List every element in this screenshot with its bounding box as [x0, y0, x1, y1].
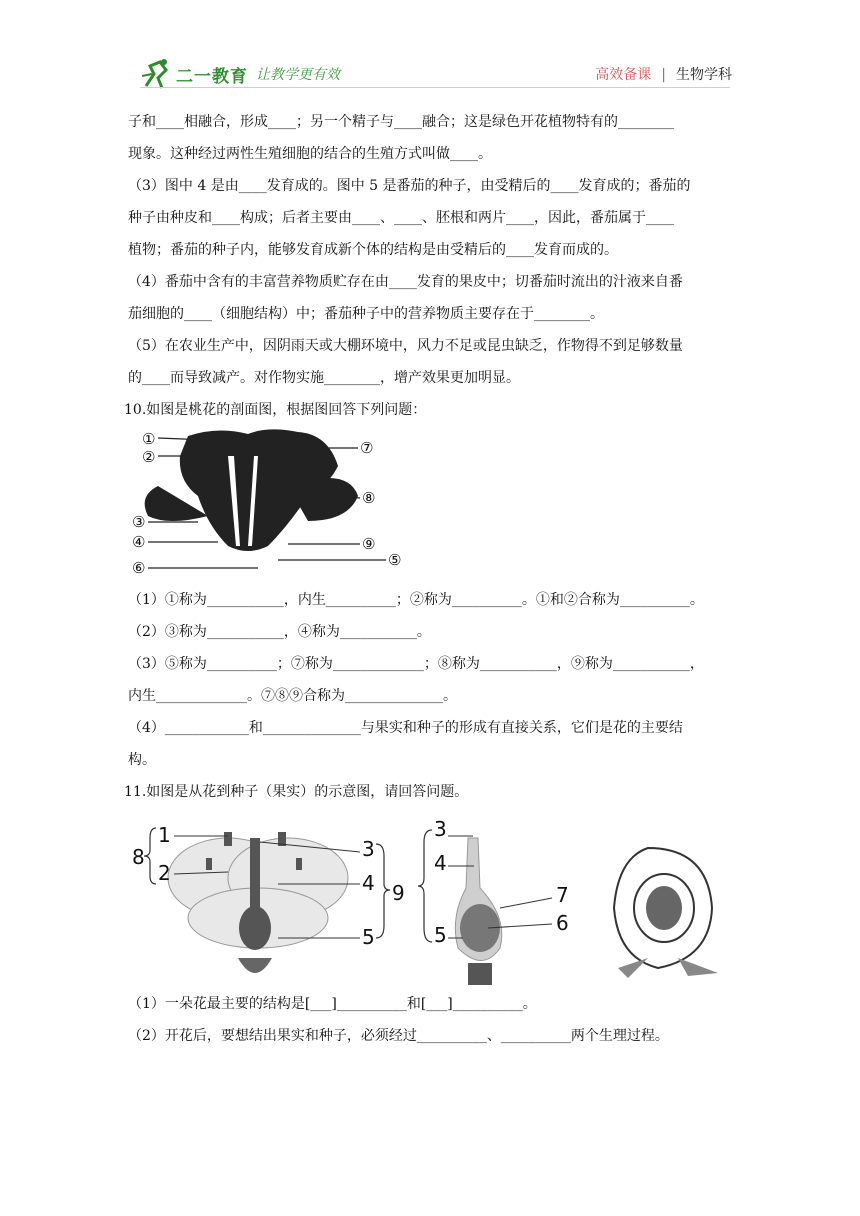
flower-to-fruit-diagram: [128, 808, 732, 988]
slogan: 让教学更有效: [256, 67, 340, 83]
fig10-label: ①: [142, 430, 156, 448]
fig11-label: 6: [556, 911, 569, 935]
question-10-part4b: 构。: [128, 752, 156, 768]
fig11-label: 2: [158, 861, 171, 885]
question-10-title: 10.如图是桃花的剖面图，根据图回答下列问题：: [124, 402, 427, 418]
text-line: 子和____相融合，形成____；另一个精子与____融合；这是绿色开花植物特有的________: [128, 114, 674, 130]
tag-separator: |: [661, 67, 666, 83]
page-header: [0, 0, 860, 100]
question-11-part1: （1）一朵花最主要的结构是[___]__________和[___]__________。: [128, 996, 537, 1012]
document-body: [124, 106, 732, 1052]
brand-name: 二一教育: [176, 67, 248, 87]
text-line: 的____而导致减产。对作物实施________，增产效果更加明显。: [128, 370, 520, 386]
fig11-label: 7: [556, 883, 569, 907]
question-11-part2: （2）开花后，要想结出果实和种子，必须经过__________、__________两个生理过程。: [128, 1028, 669, 1044]
peach-flower-figure: [128, 426, 428, 584]
fig10-label: ⑧: [362, 489, 376, 507]
fig11-label: 3: [434, 817, 447, 841]
fig11-label: 3: [362, 837, 375, 861]
text-line: 植物；番茄的种子内，能够发育成新个体的结构是由受精后的____发育而成的。: [128, 242, 618, 258]
fig10-label: ⑥: [132, 559, 146, 577]
text-line: （3）图中 4 是由____发育成的。图中 5 是番茄的种子，由受精后的____发育成的；番茄的: [128, 178, 691, 194]
fig11-label: 9: [392, 881, 405, 905]
fig10-label: ⑦: [360, 439, 374, 457]
fig10-label: ④: [132, 533, 146, 551]
fig10-label: ⑤: [388, 551, 402, 569]
text-line: 种子由种皮和____构成；后者主要由____、____、胚根和两片____，因此，番茄属于____: [128, 210, 674, 226]
fig11-label: 5: [362, 925, 375, 949]
fig11-label: 5: [434, 923, 447, 947]
question-10-part3b: 内生_____________。⑦⑧⑨合称为______________。: [128, 688, 457, 704]
question-10-part3: （3）⑤称为__________；⑦称为_____________；⑧称为___________，⑨称为___________，: [128, 656, 704, 672]
peach-flower-diagram: [128, 426, 732, 584]
fig10-label: ⑨: [362, 535, 376, 553]
fig11-label: 4: [434, 851, 447, 875]
fig10-label: ②: [142, 448, 156, 466]
text-line: 茄细胞的____（细胞结构）中；番茄种子中的营养物质主要存在于________。: [128, 306, 604, 322]
fig11-label: 8: [132, 845, 145, 869]
question-10-part2: （2）③称为___________，④称为___________。: [128, 624, 431, 640]
fig11-label: 4: [362, 871, 375, 895]
question-10-part1: （1）①称为___________，内生__________；②称为__________。①和②合称为__________。: [128, 592, 704, 608]
fig10-label: ③: [132, 513, 146, 531]
question-10-part4: （4）____________和______________与果实和种子的形成有直接关系，它们是花的主要结: [128, 720, 683, 736]
question-11-title: 11.如图是从花到种子（果实）的示意图，请回答问题。: [124, 784, 469, 800]
text-line: 现象。这种经过两性生殖细胞的结合的生殖方式叫做____。: [128, 146, 492, 162]
tag-prep: 高效备课: [595, 67, 652, 83]
header-rule: [140, 87, 730, 88]
tag-subject: 生物学科: [676, 67, 732, 83]
text-line: （4）番茄中含有的丰富营养物质贮存在由____发育的果皮中；切番茄时流出的汁液来自番: [128, 274, 683, 290]
fig11-label: 1: [158, 823, 171, 847]
subject-tag: [595, 64, 732, 84]
text-line: （5）在农业生产中，因阴雨天或大棚环境中，风力不足或昆虫缺乏，作物得不到足够数量: [128, 338, 683, 354]
flower-to-fruit-figure: [128, 808, 732, 988]
